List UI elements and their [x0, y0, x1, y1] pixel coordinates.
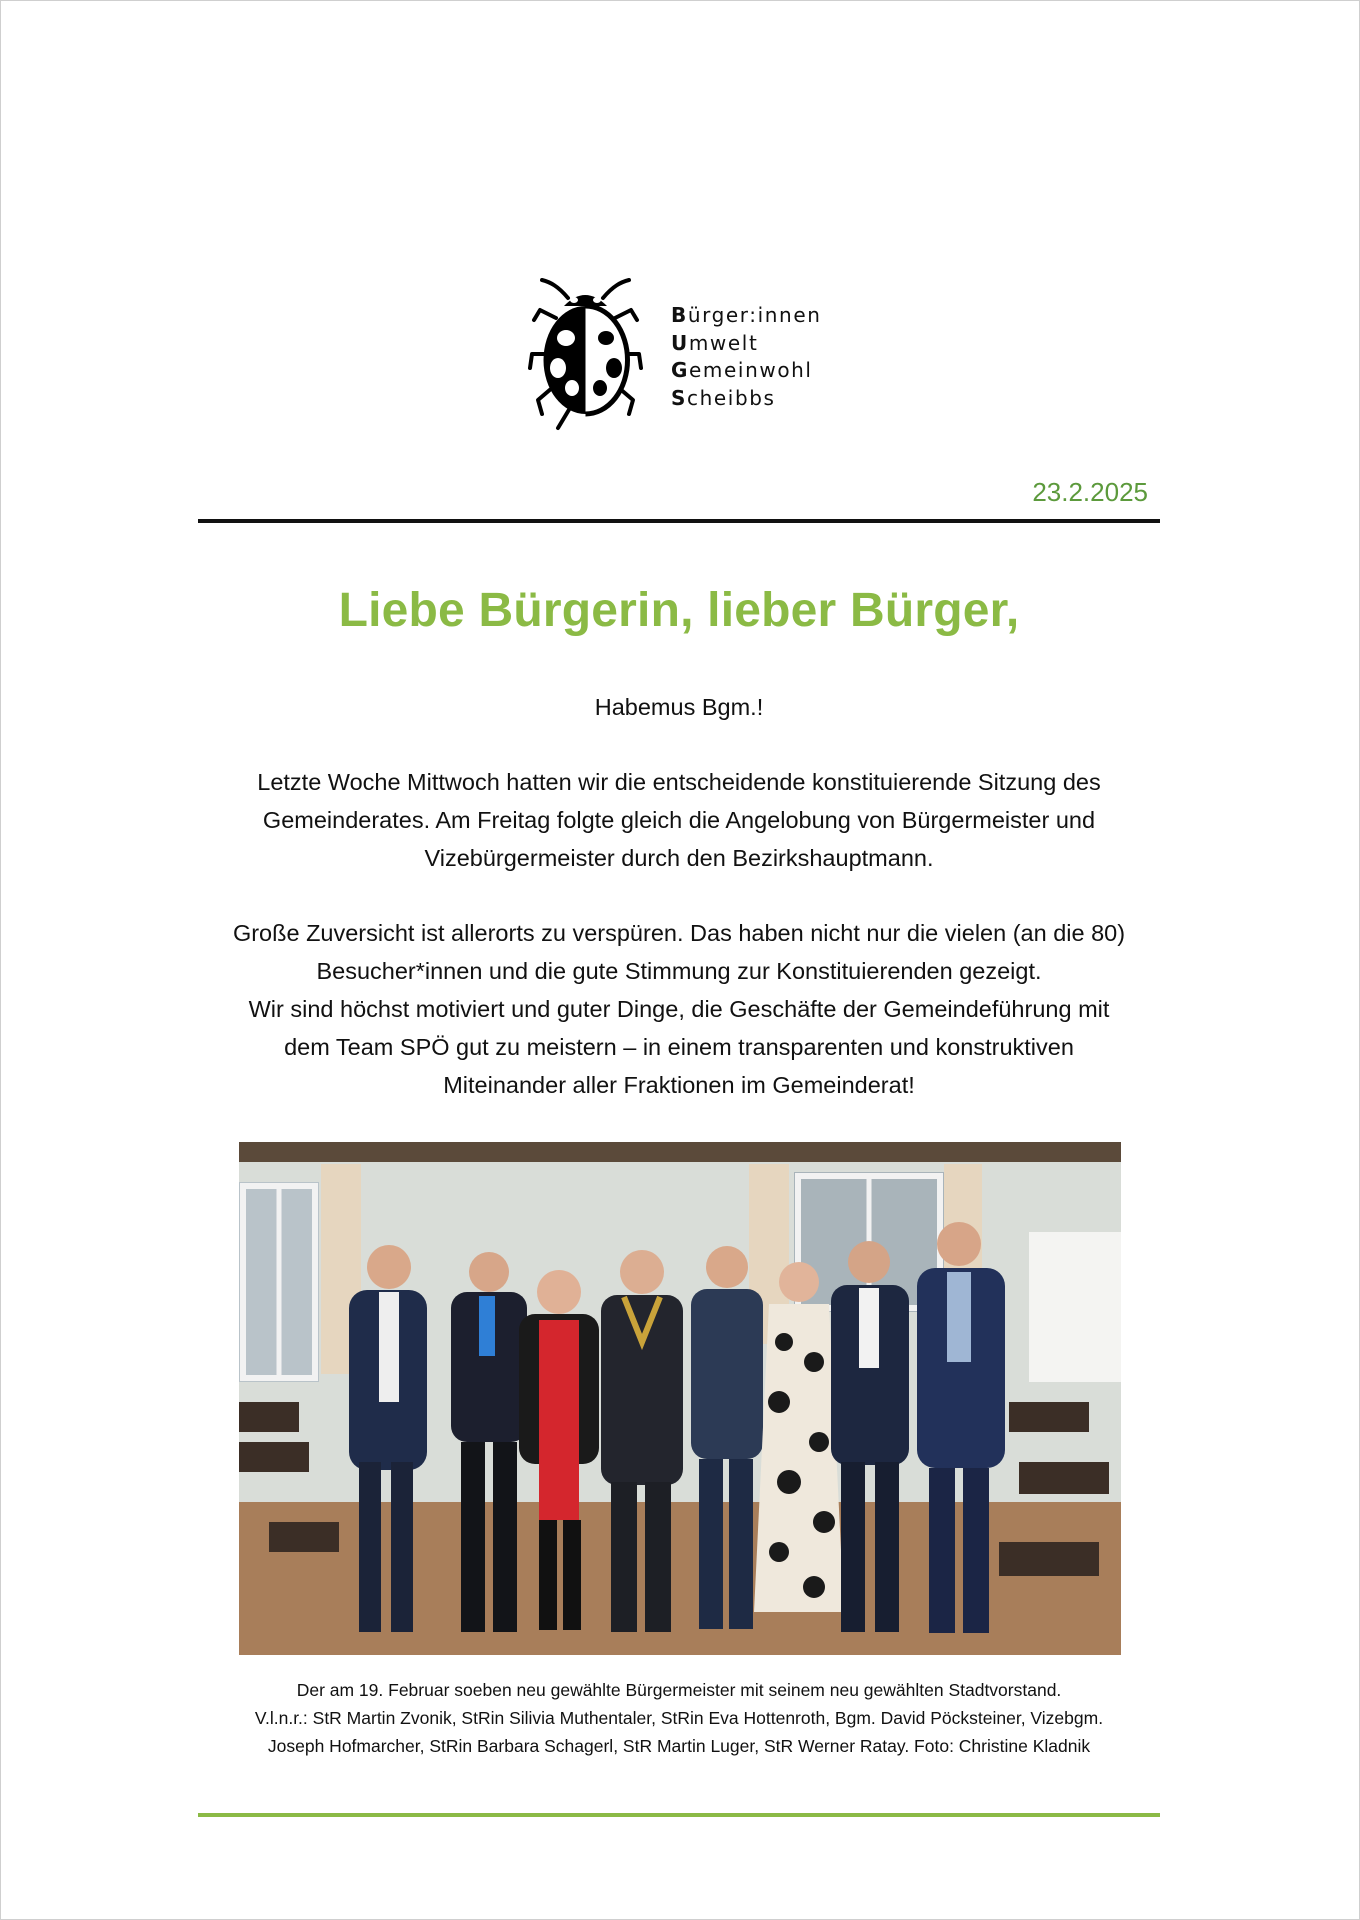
text-line: Vizebürgermeister durch den Bezirkshauptmann.	[424, 845, 934, 871]
paragraph-2	[190, 914, 1168, 1104]
text-line: dem Team SPÖ gut zu meistern – in einem transparenten und konstruktiven	[284, 1034, 1074, 1060]
issue-date: 23.2.2025	[1032, 477, 1148, 507]
logo	[528, 276, 848, 434]
logo-wordmark	[671, 302, 822, 412]
group-photo-image	[239, 1142, 1121, 1655]
text-line: Große Zuversicht ist allerorts zu verspüren. Das haben nicht nur die vielen (an die 80)	[232, 920, 1126, 946]
caption-line: V.l.n.r.: StR Martin Zvonik, StRin Silivia Muthentaler, StRin Eva Hottenroth, Bgm. David Pöcksteiner, Vizebgm.	[254, 1708, 1104, 1728]
caption-line: Der am 19. Februar soeben neu gewählte Bürgermeister mit seinem neu gewählten Stadtvorstand.	[296, 1680, 1062, 1700]
header-divider	[198, 519, 1160, 523]
intro-text: Habemus Bgm.!	[594, 694, 764, 720]
ladybug-icon	[528, 276, 643, 431]
group-photo	[239, 1142, 1121, 1655]
caption-line: Joseph Hofmarcher, StRin Barbara Schagerl, StR Martin Luger, StR Werner Ratay. Foto: Christine Kladnik	[267, 1736, 1091, 1756]
logo-line: Bürger:innen	[671, 303, 822, 327]
footer-divider	[198, 1813, 1160, 1817]
logo-line: Scheibbs	[671, 385, 776, 410]
paragraph-1	[190, 763, 1168, 877]
greeting-heading: Liebe Bürgerin, lieber Bürger,	[338, 584, 1020, 637]
text-line: Miteinander aller Fraktionen im Gemeinderat!	[443, 1072, 915, 1098]
text-line: Gemeinderates. Am Freitag folgte gleich die Angelobung von Bürgermeister und	[262, 807, 1096, 833]
text-line: Besucher*innen und die gute Stimmung zur Konstituierenden gezeigt.	[316, 958, 1042, 984]
logo-line: Umwelt	[671, 330, 759, 355]
text-line: Wir sind höchst motiviert und guter Dinge, die Geschäfte der Gemeindeführung mit	[248, 996, 1110, 1022]
text-line: Letzte Woche Mittwoch hatten wir die entscheidende konstituierende Sitzung des	[257, 769, 1101, 795]
logo-line: Gemeinwohl	[671, 358, 813, 382]
photo-caption	[200, 1676, 1158, 1760]
